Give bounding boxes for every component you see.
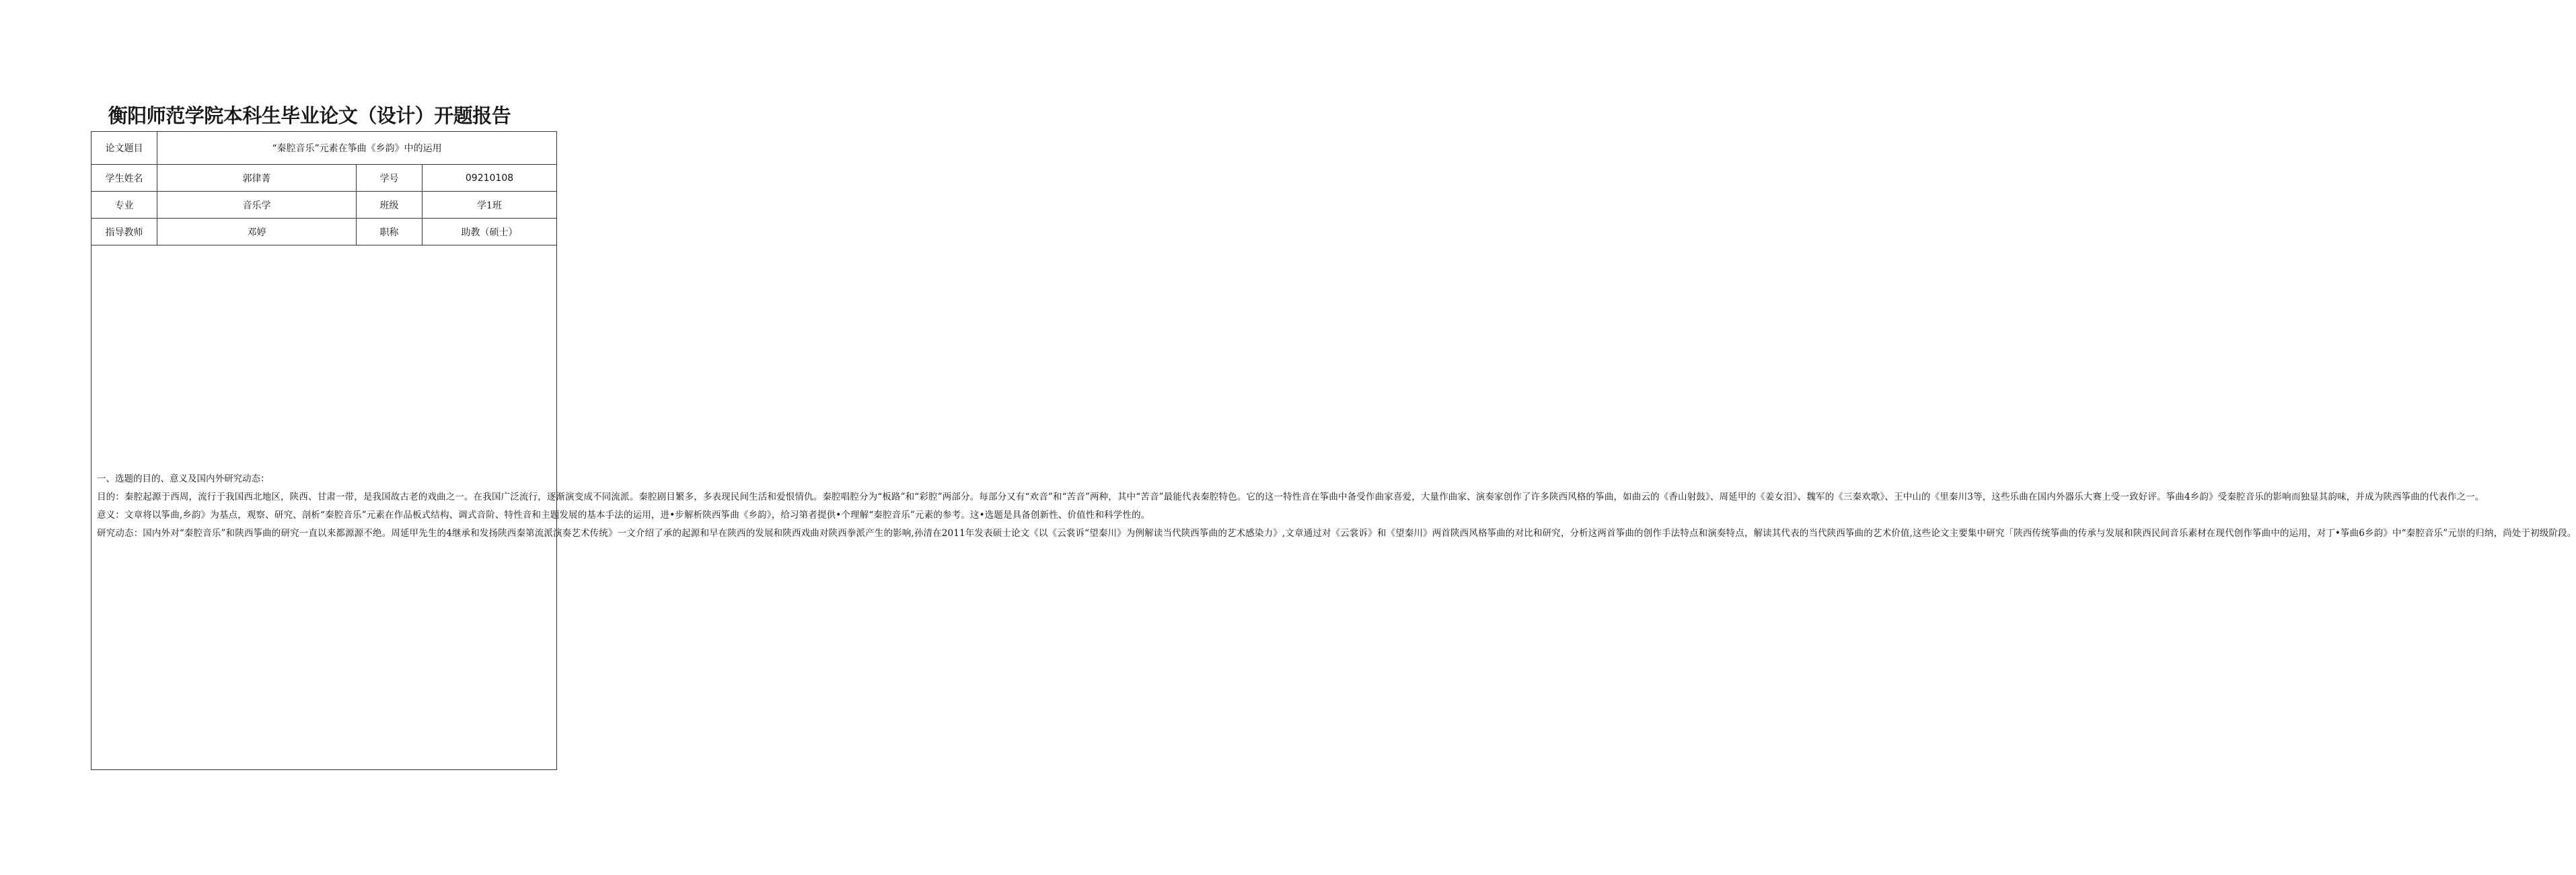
proposal-form-table [91,131,2576,770]
student-id-label: 学号 [357,165,422,192]
major-label: 专业 [91,192,157,219]
class-value: 学1班 [422,192,557,219]
advisor-row [91,219,557,245]
student-value: 郭律菁 [157,165,357,192]
student-label: 学生姓名 [91,165,157,192]
rank-label: 职称 [357,219,422,245]
topic-label: 论文题目 [91,132,157,165]
advisor-value: 邓婷 [157,219,357,245]
rank-value: 助教（硕士） [422,219,557,245]
meaning-paragraph: 意义：文章将以筝曲,乡韵》为基点，观察、研究、剖析“秦腔音乐”元素在作品板式结构、调式音阶、特性音和主题发展的基本手法的运用，进•步解析陕西筝曲《乡韵》，给习第者提供•个理解“秦腔音乐”元素的参考。这•选题是具备创新性、价值性和科学性的。 [97,510,1150,521]
student-id-value: 09210108 [422,165,557,192]
student-row [91,165,557,192]
topic-row [91,132,557,165]
major-value: 音乐学 [157,192,357,219]
major-row [91,192,557,219]
report-body [91,245,2576,770]
topic-value: “秦腔音乐”元素在筝曲《乡韵》中的运用 [157,132,557,165]
body-row [91,245,557,770]
section-title: 一、选题的目的、意义及国内外研究动态： [97,473,270,485]
report-title: 衡阳师范学院本科生毕业论文（设计）开题报告 [108,104,511,127]
purpose-paragraph: 目的：秦腔起源于西周，流行于我国西北地区，陕西、甘肃一带，是我国故古老的戏曲之一。在我国广泛流行，逐渐演变成不同流派。秦腔剧目繁多，多表现民间生活和爱恨情仇。秦腔唱腔分为“板路”和“彩腔”两部分。每部分又有“欢音”和“苦音”两种，其中“苦音”最能代表秦腔特色。它的这一特性音在筝曲中备受作曲家喜爱，大量作曲家、演奏家创作了许多陕西风格的筝曲，如曲云的《香山射鼓》、周延甲的《姜女泪》、魏军的《三秦欢歌》、王中山的《里秦川3等，这些乐曲在国内外器乐大赛上受一致好评。筝曲4乡韵》受秦腔音乐的影响而独显其韵味，并成为陕西筝曲的代表作之一。 [97,492,2485,503]
advisor-label: 指导教师 [91,219,157,245]
research-paragraph: 研究动态：国内外对“秦腔音乐”和陕西筝曲的研究一直以来都源源不绝。周延甲先生的4继承和发扬陕西秦第流派演奏艺术传统》一文介绍了承的起源和早在陕西的发展和陕西戏曲对陕西拳派产生的影响,孙清在2011年发表硕士论文《以《云裳诉“望秦川》为例解读当代陕西筝曲的艺术感染力》,文章通过对《云裳诉》和《望秦川》两首陕西风格筝曲的对比和研究，分析这两首筝曲的创作手法特点和演奏特点，解读其代表的当代陕西筝曲的艺术价值,这些论文主要集中研究「陕西传统筝曲的传承与发展和陕西民间音乐素材在现代创作筝曲中的运用，对丁•筝曲6乡韵》中“秦腔音乐”元崇的归纳，尚处于初级阶段。 [97,527,2576,539]
class-label: 班级 [357,192,422,219]
